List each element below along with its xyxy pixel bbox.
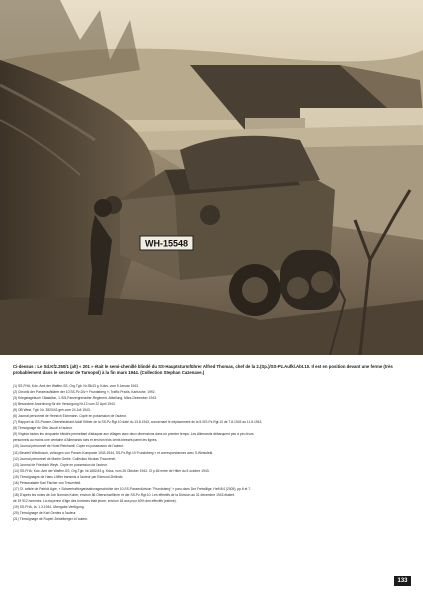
footnote: (16) Personalakte Karl Fischer von Treuenfeld. <box>13 480 82 485</box>
footnote: (12) Journal personnel de Martin Grebe. Collection Nicolas Thouvenel. <box>13 456 116 461</box>
page-number: 133 <box>394 576 411 586</box>
license-plate-text: WH-15548 <box>144 238 189 249</box>
footnote: (13) Journal de Friedrich Weyh. Copie en possession de l'auteur. <box>13 462 108 467</box>
footnote: (20) Témoignage de Karl Gerdes à l'auteur. <box>13 510 77 515</box>
footnote: (6) Journal personnel de Heinrich Eichmann. Copie en possession de l'auteur. <box>13 414 127 419</box>
footnote: de 19 912 hommes. La moyenne d'âge des hommes était jeune, environ 18 ans pour 60% des effectifs (estimé). <box>13 498 177 503</box>
footnote: (18) D'après les notes de Joe Norman Kober, environ 86 Oberscharführer et der SS-Pz.Rgt.10. Les effectifs de la Division au 31 décembre 1943 étaient <box>13 492 235 497</box>
footnote: (4) Besondere Anordnung für die Versorgung Nr.13 vom 22 April 1943. <box>13 402 116 407</box>
footnote: (21) Témoignage de Rupert Zeidelberger à l'auteur. <box>13 517 88 522</box>
footnote: personnels au moins une centaine d'Allemands tués et environ trois cents blessés parmi les lignes. <box>13 438 158 443</box>
footnote: (9) Virginia toutes les cinquante blindés permettant d'attaquer aux villages avec deux dimensions dans un premier temps. Les Allemands débarquent peu à peu leurs <box>13 432 254 437</box>
footnote: (17) Cf. article de Patrick Agte, « Schwerhaftorganisationsgeschichte der 10.SS-Panzerdivision "Frundsberg" » paru dans Der Freiwillige, Heft 8/4 (2005), pp.6 et 7. <box>13 486 252 491</box>
footnote: (7) Rapport du SS-Panzer-Oberstleutnant Adolf Kittner de la SS-Pz.Rgt.10 daté du 13.8.1943, concernant le déplacement de la 5./SS-Pz.Rgt.10 de 7.8.1943 au 11.8.1943. <box>13 420 263 425</box>
photo-caption: Ci-dessus : Le Sd.Kfz.250/1 (alt) « 201 » était le semi-chenillé blindé du SS-Hauptsturmführer Alfred Thomas, chef de la 2.(Sp.)/SS-Pz.Aufkl.Abt.10. Il est en position devant une ferme (très probablement dans le secteur de Tarnopol) à la fin mars 1944. (Collection Stephan Cazenave.) <box>13 364 393 375</box>
footnote: (19) SS-FHA, Ia, 1.3.1944, Übergabe-Verfügung. <box>13 504 85 509</box>
footnote: (8) Témoignage de Otto Jacob à l'auteur. <box>13 426 73 431</box>
footnote: (10) Journal personnel de Horst Reinhardt. Copie en possession de l'auteur. <box>13 444 124 449</box>
footnote: (3) Kriegstagebuch I.Bataillon, 1./SS-Panzergrenadier-Regiment, Abteilung, März-Dezember 1943. <box>13 396 157 401</box>
footnote: (5) OB West, Tgb. Nr. 3520/43 geh.vom 24 Juli 1943. <box>13 408 91 413</box>
footnote: (14) SS-FHA, Kdo. Amt der Waffen-SS, Org.Tgb. Nr.1652/43 g. Kdos. vom 26 Oktober 1943. Cf p.65 entre de Hitler du 5 octobre 1943. <box>13 468 210 473</box>
footnotes <box>13 383 411 522</box>
footnote: (1) SS-FHA, Kdo. Amt der Waffen-SS, Org.Tgb. Nr.35/43 g. Kdos. vom 5 Januar 1943. <box>13 384 139 388</box>
footnote: (2) Chronik der Panzeraufklärer der 10.SS-Pz.Div « Frundsberg », Traffic Praxis, Karlsruhe, 1992. <box>13 390 156 395</box>
footnote: (11) Beurteil Wiedbusch, vollzogen von Panzer-Kompanie 1943-1944, SS-Pz.Rgt.10 Frundsberg « et correspondances avec S.Weissfeld. <box>13 450 214 455</box>
footnote: (15) Témoignages de Hans Löffler transmis à l'auteur par Edmund Zielinski. <box>13 474 124 479</box>
